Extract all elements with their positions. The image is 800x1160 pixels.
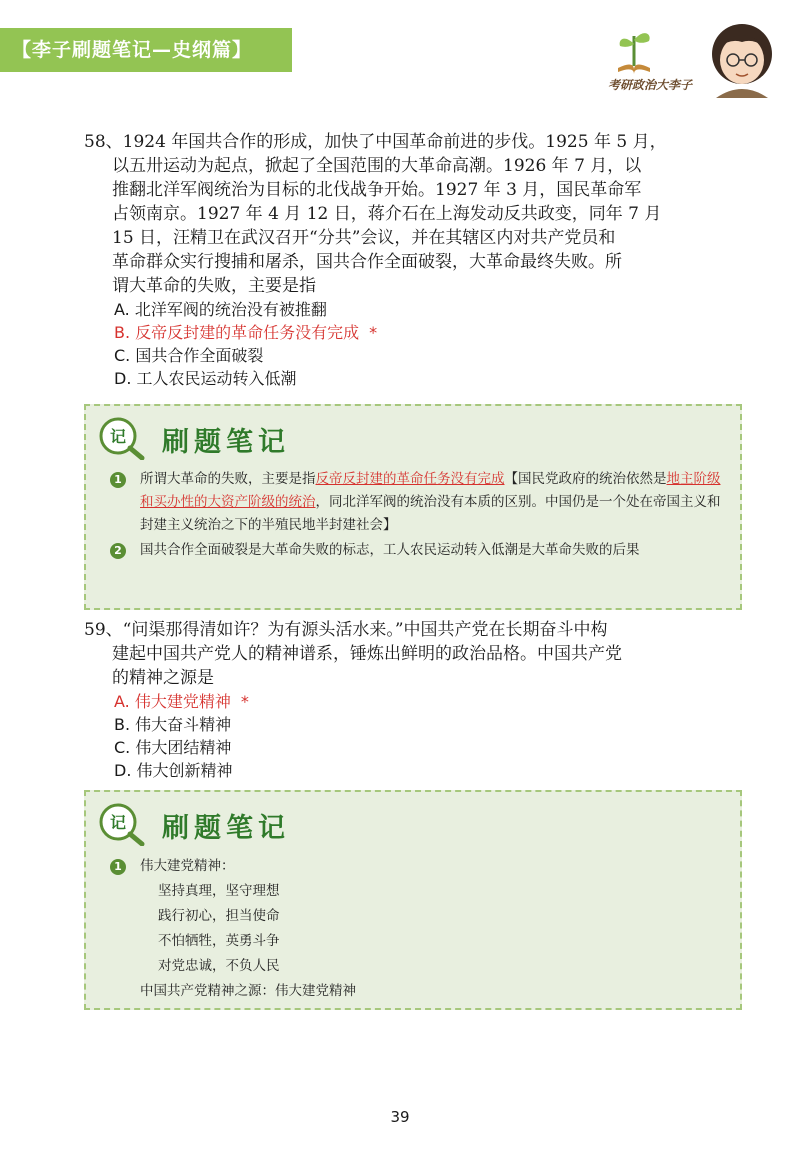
number-badge-icon: 1 (110, 859, 126, 875)
page-number: 39 (390, 1108, 410, 1126)
question-59-options (84, 690, 744, 782)
brand-logo-text: 考研政治大李子 (608, 78, 693, 92)
question-59-line: 建起中国共产党人的精神谱系，锤炼出鲜明的政治品格。中国共产党 (112, 644, 622, 664)
question-58-line: 革命群众实行搜捕和屠杀，国共合作全面破裂，大革命最终失败。所 (112, 252, 622, 272)
question-59-line: 的精神之源是 (112, 668, 214, 688)
note-text: 中国共产党精神之源：伟大建党精神 (140, 983, 356, 999)
question-59-stem (84, 618, 744, 690)
question-58-line: 15 日，汪精卫在武汉召开“分共”会议，并在其辖区内对共产党员和 (112, 228, 616, 248)
question-58-line: 占领南京。1927 年 4 月 12 日，蒋介石在上海发动反共政变，同年 7 月 (112, 204, 662, 224)
question-58-line: 谓大革命的失败，主要是指 (112, 276, 316, 296)
note-text: 国共合作全面破裂是大革命失败的标志，工人农民运动转入低潮是大革命失败的后果 (140, 542, 640, 558)
correct-star-icon: * (240, 692, 249, 711)
note-item-1 (86, 854, 740, 1004)
note-text: 伟大建党精神： (140, 858, 235, 874)
note-item-2 (86, 539, 740, 562)
option-c: C. 国共合作全面破裂 (114, 346, 264, 365)
question-58-line: 推翻北洋军阀统治为目标的北伐战争开始。1927 年 3 月，国民革命军 (112, 180, 642, 200)
question-58-options (84, 298, 744, 390)
option-c: C. 伟大团结精神 (114, 738, 232, 757)
question-59-line: 59、“问渠那得清如许？为有源头活水来。”中国共产党在长期奋斗中构 (84, 620, 608, 640)
option-b: B. 伟大奋斗精神 (114, 715, 232, 734)
note-text: 【国民党政府的统治依然是 (504, 471, 667, 487)
note-line: 践行初心，担当使命 (158, 908, 280, 924)
note-highlight: 反帝反封建的革命任务没有完成 (315, 471, 505, 487)
magnifier-note-icon (96, 800, 146, 846)
note-title: 刷题笔记 (162, 813, 290, 844)
option-d: D. 工人农民运动转入低潮 (114, 369, 297, 388)
question-58-line: 以五卅运动为起点，掀起了全国范围的大革命高潮。1926 年 7 月，以 (112, 156, 642, 176)
question-58 (84, 130, 744, 390)
note-text: ，同北洋军阀的统治没有本质的区别。中国仍是一个处在帝国主义和封建主义统治之下的半殖民地半封建社会】 (140, 494, 721, 533)
note-highlight: 地主阶级和买办性的大资产阶级的统治 (140, 471, 721, 510)
note-text: 所谓大革命的失败，主要是指 (140, 471, 316, 487)
study-note-2 (84, 790, 742, 1010)
correct-star-icon: * (369, 323, 378, 342)
note-line: 对党忠诚，不负人民 (158, 958, 280, 974)
note-icon-char: 记 (109, 427, 127, 446)
question-58-stem (84, 130, 744, 298)
option-b-correct (114, 321, 744, 344)
note-header (86, 792, 740, 854)
note-line: 坚持真理，坚守理想 (158, 883, 280, 899)
number-badge-icon: 1 (110, 472, 126, 488)
brand-logo (604, 14, 784, 98)
section-banner: 【李子刷题笔记—史纲篇】 (0, 28, 292, 72)
note-title: 刷题笔记 (162, 427, 290, 458)
note-item-1 (86, 468, 740, 537)
note-header (86, 406, 740, 468)
option-b-label: B. 反帝反封建的革命任务没有完成 (114, 323, 360, 342)
option-a-correct (114, 690, 744, 713)
question-58-line: 58、1924 年国共合作的形成，加快了中国革命前进的步伐。1925 年 5 月， (84, 132, 667, 152)
option-d: D. 伟大创新精神 (114, 761, 233, 780)
option-a: A. 北洋军阀的统治没有被推翻 (114, 300, 327, 319)
note-line: 不怕牺牲，英勇斗争 (158, 933, 280, 949)
magnifier-note-icon (96, 414, 146, 460)
note-icon-char: 记 (109, 813, 127, 832)
number-badge-icon: 2 (110, 543, 126, 559)
option-a-label: A. 伟大建党精神 (114, 692, 231, 711)
study-note-1 (84, 404, 742, 610)
question-59 (84, 618, 744, 782)
